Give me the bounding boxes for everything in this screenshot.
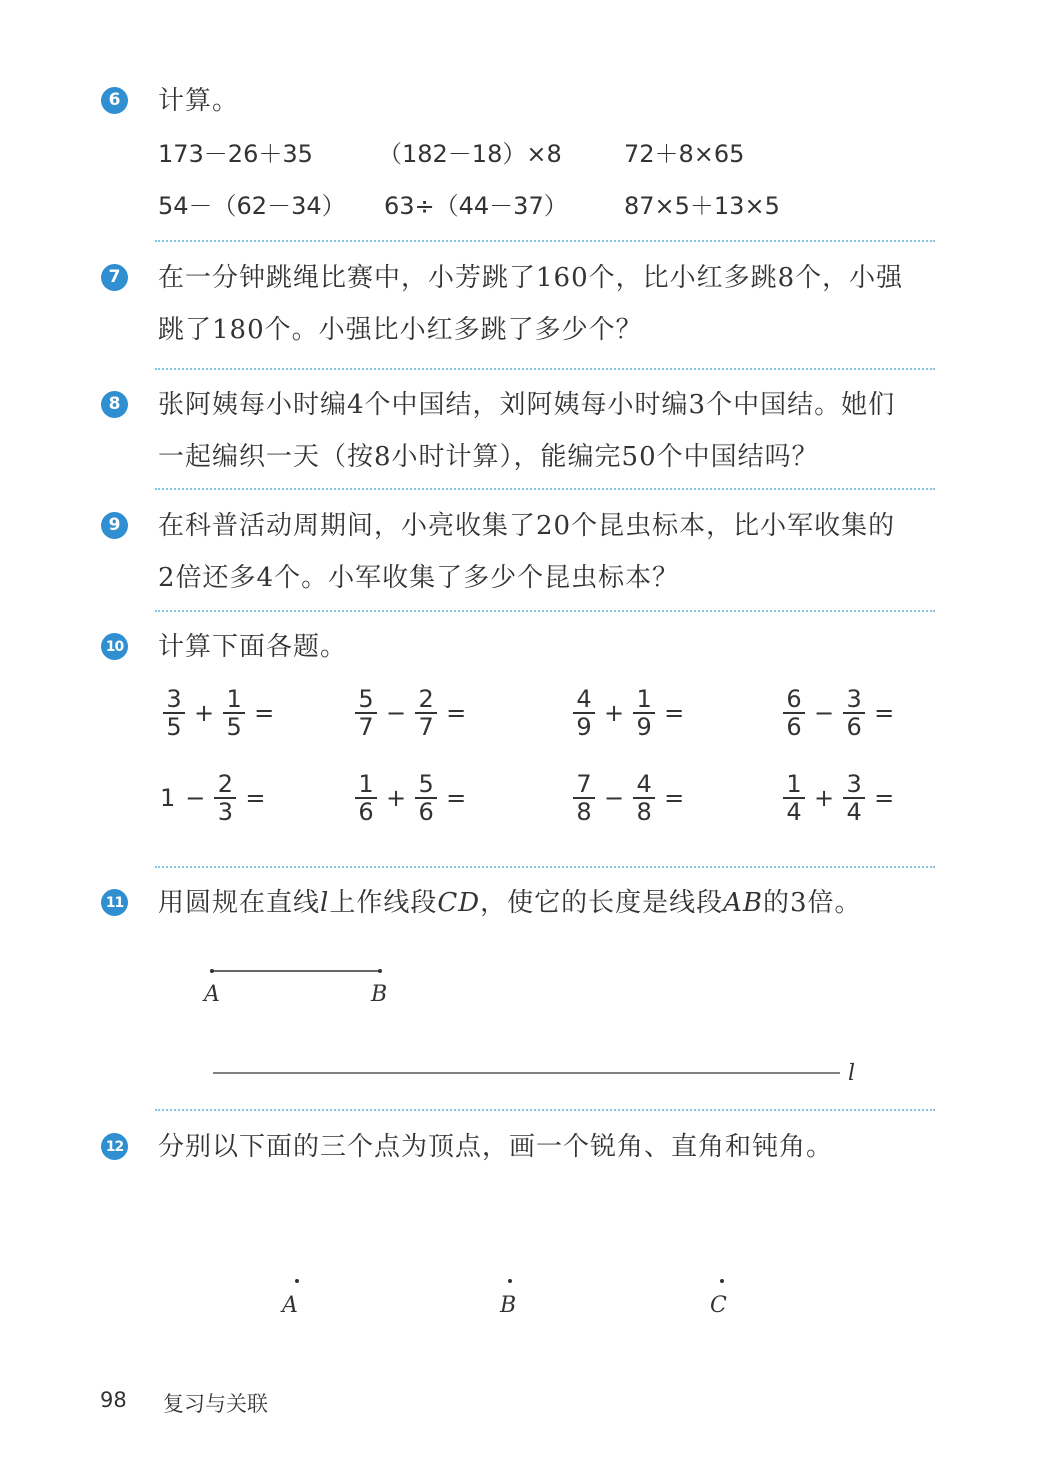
q10-title: 计算下面各题。 — [158, 632, 348, 662]
question-number-8: 8 — [101, 391, 128, 418]
q6-expr-4: 54－（62－34） — [158, 192, 346, 220]
fraction: 3 5 — [163, 686, 185, 740]
fraction: 7 8 — [573, 771, 595, 825]
vertex-b — [508, 1279, 512, 1283]
q6-title: 计算。 — [158, 86, 240, 116]
question-number-11: 11 — [101, 889, 128, 916]
q7-line-1: 在一分钟跳绳比赛中，小芳跳了160个，比小红多跳8个，小强 — [158, 263, 904, 293]
page-number: 98 — [100, 1388, 127, 1412]
label-l: l — [848, 1061, 856, 1086]
fraction-problem: 1 − 2 3 = — [160, 770, 266, 826]
fraction: 1 6 — [355, 771, 377, 825]
fraction-problem: 6 6 − 3 6 = — [780, 686, 900, 740]
fraction-problem: 1 6 + 5 6 = — [352, 771, 472, 825]
fraction-problem: 3 5 + 1 5 = — [160, 686, 280, 740]
fraction: 2 7 — [415, 686, 437, 740]
fraction: 1 9 — [633, 686, 655, 740]
fraction: 4 9 — [573, 686, 595, 740]
q6-expr-1: 173－26＋35 — [158, 140, 313, 168]
fraction: 3 4 — [843, 771, 865, 825]
fraction-problem: 4 9 + 1 9 = — [570, 686, 690, 740]
question-number-10: 10 — [101, 633, 128, 660]
point-a — [210, 969, 214, 973]
label-b: B — [500, 1293, 517, 1318]
fraction: 3 6 — [843, 686, 865, 740]
q9-line-1: 在科普活动周期间，小亮收集了20个昆虫标本，比小军收集的 — [158, 511, 896, 541]
fraction: 1 5 — [223, 686, 245, 740]
fraction-problem: 5 7 − 2 7 = — [352, 686, 472, 740]
q6-expr-3: 72＋8×65 — [624, 140, 745, 168]
label-c: C — [710, 1293, 727, 1318]
fraction: 1 4 — [783, 771, 805, 825]
q9-line-2: 2倍还多4个。小军收集了多少个昆虫标本？ — [158, 563, 680, 593]
fraction: 6 6 — [783, 686, 805, 740]
fraction: 5 6 — [415, 771, 437, 825]
fraction-problem: 7 8 − 4 8 = — [570, 771, 690, 825]
label-b: B — [371, 982, 388, 1007]
fraction: 4 8 — [633, 771, 655, 825]
fraction-problem: 1 4 + 3 4 = — [780, 771, 900, 825]
question-number-9: 9 — [101, 512, 128, 539]
q6-expr-5: 63÷（44－37） — [384, 192, 568, 220]
vertex-a — [295, 1279, 299, 1283]
fraction: 5 7 — [355, 686, 377, 740]
q8-line-1: 张阿姨每小时编4个中国结，刘阿姨每小时编3个中国结。她们 — [158, 390, 896, 420]
q12-title: 分别以下面的三个点为顶点，画一个锐角、直角和钝角。 — [158, 1132, 834, 1162]
label-a: A — [204, 982, 220, 1007]
question-number-7: 7 — [101, 264, 128, 291]
q6-expr-2: （182－18）×8 — [378, 140, 562, 168]
q11-text: 用圆规在直线l上作线段CD，使它的长度是线段AB的3倍。 — [158, 888, 862, 918]
fraction: 2 3 — [214, 771, 236, 825]
q6-expr-6: 87×5＋13×5 — [624, 192, 780, 220]
separator — [155, 1109, 935, 1111]
point-b — [378, 969, 382, 973]
label-a: A — [282, 1293, 298, 1318]
q7-line-2: 跳了180个。小强比小红多跳了多少个？ — [158, 315, 643, 345]
q8-line-2: 一起编织一天（按8小时计算），能编完50个中国结吗？ — [158, 442, 819, 472]
vertex-c — [720, 1279, 724, 1283]
question-number-6: 6 — [101, 87, 128, 114]
question-number-12: 12 — [101, 1133, 128, 1160]
section-title: 复习与关联 — [163, 1392, 268, 1416]
